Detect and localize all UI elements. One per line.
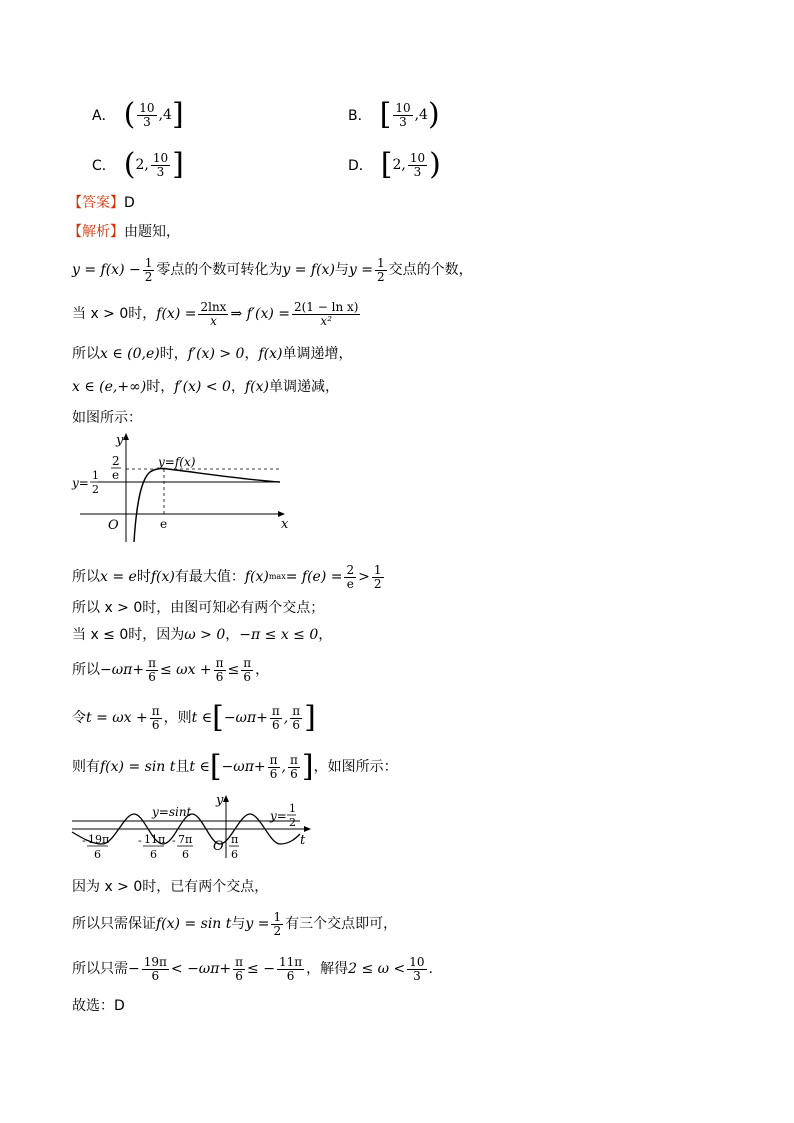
tick-neg: - [138, 834, 142, 847]
fraction [344, 564, 356, 591]
option-b-rest: ,4 [414, 107, 428, 123]
tick-den: 6 [182, 848, 189, 861]
solution-line-4 [72, 377, 339, 397]
option-c[interactable] [92, 145, 184, 185]
fraction [143, 257, 155, 284]
text: ， [318, 627, 333, 643]
paren-open: [ [379, 97, 392, 132]
option-b[interactable] [348, 95, 440, 135]
fraction [372, 564, 384, 591]
fraction [150, 705, 162, 732]
frac-num: 11π [278, 954, 303, 969]
text: ，如图所示： [313, 759, 398, 775]
frac-num: π [151, 703, 160, 718]
option-c-pre: 2, [135, 157, 149, 173]
option-a-rest: ,4 [158, 107, 172, 123]
fraction [288, 754, 300, 781]
fraction [233, 956, 245, 983]
math-expr: ≤ ωx + [159, 662, 212, 678]
frac-num: 10 [409, 954, 425, 969]
text: 所以 [72, 346, 100, 362]
bracket-close: ] [301, 749, 314, 784]
frac-num: 1 [273, 909, 282, 924]
fraction [198, 301, 228, 328]
line-label: y= [270, 809, 287, 823]
graph-f-of-x [68, 430, 298, 545]
frac-den: 2 [144, 269, 153, 284]
math-expr: ≤ [227, 662, 240, 678]
math-expr: ⇒ f′(x) = [230, 306, 290, 322]
frac-den: 6 [215, 669, 224, 684]
x-tick-e: e [160, 517, 168, 531]
math-expr: f(x) [258, 346, 283, 362]
math-expr: f(x) = [156, 306, 197, 322]
text: 所以只需保证 [72, 916, 156, 932]
math-expr: −π ≤ x ≤ 0 [239, 627, 319, 643]
math-expr: ≤ − [247, 961, 275, 977]
fraction [241, 657, 253, 684]
text: 零点的个数可转化为 [156, 262, 283, 278]
option-a-label: A． [92, 108, 116, 124]
paren-close: ] [172, 147, 184, 182]
math-expr: x = e [100, 569, 137, 585]
fraction [290, 705, 302, 732]
frac-num: 2(1 − ln x) [293, 299, 359, 314]
math-expr: < −ωπ+ [170, 961, 232, 977]
math-expr: t ∈ [191, 710, 213, 726]
origin-label: O [213, 839, 224, 854]
frac-den: 6 [292, 717, 300, 732]
math-expr: , [283, 710, 289, 726]
option-b-label: B． [348, 108, 372, 124]
fraction [142, 956, 169, 983]
math-expr: . [428, 961, 433, 977]
paren-open: [ [380, 147, 393, 182]
x-axis-label: x [281, 517, 289, 532]
y-tick-den: e [112, 468, 120, 482]
solution-line-15: 故选：D [72, 998, 125, 1014]
text: 所以 [72, 662, 100, 678]
frac-num: π [235, 954, 244, 969]
paren-close: ) [429, 147, 441, 182]
frac-num: π [292, 703, 301, 718]
y-axis-label: y [216, 793, 224, 808]
frac-den: 6 [286, 968, 295, 983]
frac-den: 6 [151, 968, 160, 983]
math-expr: x ∈ (e,+∞) [72, 379, 147, 395]
frac-den: 2 [377, 269, 385, 284]
solution-line-12: 因为 x > 0时，已有两个交点， [72, 879, 269, 895]
math-expr: f(x) [244, 379, 269, 395]
half-num: 1 [92, 469, 99, 482]
paren-open: ( [123, 147, 136, 182]
curve-label: y=f(x) [158, 455, 196, 469]
text: 所以只需 [72, 961, 128, 977]
math-expr: t ∈ [189, 759, 210, 775]
frac-den: 6 [243, 669, 252, 684]
math-expr: y = [348, 262, 374, 278]
tick-den: 6 [150, 848, 157, 861]
fraction [270, 705, 282, 732]
frac-den: 6 [235, 968, 243, 983]
option-a[interactable] [92, 95, 184, 135]
solution-line-1 [72, 255, 473, 285]
text: 时 [136, 569, 151, 585]
tick-num: 11π [144, 833, 166, 846]
tick-neg: - [172, 834, 176, 847]
bracket-open: [ [209, 749, 222, 784]
frac-num: 1 [373, 562, 382, 577]
option-c-label: C． [92, 158, 116, 174]
frac-den: 6 [148, 669, 156, 684]
frac-den: 3 [143, 114, 151, 129]
solution-line-3 [72, 344, 352, 364]
math-expr: t = ωx + [86, 710, 148, 726]
math-expr: y = [245, 916, 270, 932]
frac-den: 6 [290, 766, 298, 781]
y-tick-num: 2 [112, 454, 120, 468]
tick-den: 6 [94, 848, 101, 861]
line-num: 1 [289, 802, 296, 815]
fraction [408, 152, 427, 179]
frac-num: 2lnx [200, 299, 227, 314]
line-den: 2 [289, 816, 296, 829]
option-d-pre: 2, [392, 157, 406, 173]
math-expr: = f(e) = [285, 569, 343, 585]
text: ， [225, 627, 240, 643]
frac-den: 6 [272, 717, 280, 732]
frac-den: e [346, 576, 354, 591]
text: 则有 [72, 759, 100, 775]
fraction [271, 911, 283, 938]
half-label: y= [72, 476, 89, 490]
text: 时， [146, 379, 175, 395]
tick-neg: - [82, 834, 86, 847]
frac-den: 2 [373, 576, 382, 591]
frac-num: π [215, 655, 224, 670]
fraction [151, 152, 170, 179]
frac-den: 3 [156, 164, 165, 179]
frac-num: 10 [395, 100, 411, 115]
math-expr: y = f(x) − [72, 262, 141, 278]
math-expr: y = f(x) [282, 262, 335, 278]
paren-close: ) [427, 97, 440, 132]
text: 时， [159, 346, 188, 362]
text: 有最大值： [174, 569, 245, 585]
math-expr: f′(x) > 0 [187, 346, 245, 362]
subscript-max: max [268, 572, 286, 581]
text: 单调递减， [268, 379, 339, 395]
tick-num: 19π [88, 833, 110, 846]
text: 当 x ≤ 0时，因为 [72, 627, 185, 643]
t-axis-label: t [300, 833, 306, 848]
analysis-tag: 【解析】 [68, 224, 124, 240]
paren-open: ( [123, 97, 136, 132]
y-axis-label: y [116, 433, 124, 448]
math-expr: f(x) [150, 569, 175, 585]
text: 与 [231, 916, 246, 932]
math-expr: 2 ≤ ω < [348, 961, 406, 977]
text: ， [230, 379, 245, 395]
solution-line-7: 所以 x > 0时，由图可知必有两个交点； [72, 600, 325, 616]
frac-num: π [289, 752, 298, 767]
half-den: 2 [92, 483, 99, 496]
analysis-text: 由题知， [124, 224, 180, 240]
fraction [146, 657, 158, 684]
frac-den: x² [320, 313, 332, 328]
fraction [277, 956, 304, 983]
math-expr: , [281, 759, 286, 775]
math-expr: − [128, 961, 140, 977]
math-expr: −ωπ+ [221, 759, 266, 775]
frac-num: π [269, 752, 278, 767]
text: ，则 [163, 710, 192, 726]
solution-line-8 [72, 625, 332, 645]
fraction [214, 657, 226, 684]
text: 与 [334, 262, 349, 278]
tick-num: 7π [178, 833, 193, 846]
text: 且 [175, 759, 190, 775]
text: 单调递增， [282, 346, 353, 362]
frac-num: π [148, 655, 156, 670]
fraction [407, 956, 426, 983]
bracket-open: [ [212, 700, 224, 735]
frac-num: π [243, 655, 252, 670]
bracket-close: ] [304, 700, 316, 735]
solution-line-11 [72, 747, 398, 787]
math-expr: f′(x) < 0 [174, 379, 231, 395]
text: 有三个交点即可， [285, 916, 398, 932]
tick-den: 6 [231, 848, 238, 861]
text: 令 [72, 710, 86, 726]
solution-line-5: 如图所示： [72, 410, 142, 426]
fraction [393, 102, 412, 129]
math-expr: f(x) = sin t [156, 916, 232, 932]
math-expr: f(x) [244, 569, 269, 585]
answer-tag: 【答案】 [68, 195, 124, 211]
solution-line-9 [72, 654, 269, 686]
curve-label: y=sint [152, 805, 192, 819]
frac-den: 6 [269, 766, 278, 781]
frac-num: 1 [144, 255, 153, 270]
frac-num: 2 [346, 562, 355, 577]
frac-num: π [271, 703, 280, 718]
frac-den: 3 [399, 114, 407, 129]
math-expr: x ∈ (0,e) [100, 346, 160, 362]
solution-line-6 [72, 561, 386, 593]
math-expr: > [358, 569, 370, 585]
solution-line-2 [72, 298, 362, 330]
text: ， [255, 662, 270, 678]
solution-line-10 [72, 698, 316, 738]
frac-num: 1 [377, 255, 385, 270]
fraction [268, 754, 280, 781]
paren-close: ] [171, 97, 184, 132]
analysis-line [68, 222, 180, 242]
math-expr: −ωπ+ [100, 662, 145, 678]
frac-num: 10 [409, 150, 426, 165]
graph-sin-t [68, 792, 318, 867]
fraction [137, 102, 156, 129]
fraction [375, 257, 387, 284]
text: ， [244, 346, 259, 362]
frac-den: 3 [413, 164, 422, 179]
origin-label: O [108, 518, 119, 533]
text: 交点的个数， [388, 262, 473, 278]
text: 当 x > 0时， [72, 306, 157, 322]
frac-num: 10 [152, 150, 169, 165]
fraction [292, 301, 360, 328]
option-d[interactable] [348, 145, 441, 185]
answer-line [68, 193, 135, 213]
option-d-label: D． [348, 158, 373, 174]
frac-den: 6 [151, 717, 160, 732]
frac-den: x [210, 313, 217, 328]
math-expr: f(x) = sin t [100, 759, 176, 775]
frac-num: 10 [139, 100, 155, 115]
math-expr: ω > 0 [184, 627, 226, 643]
text: 所以 [72, 569, 100, 585]
frac-den: 3 [413, 968, 421, 983]
solution-line-14 [72, 953, 433, 985]
tick-num: π [231, 833, 239, 846]
math-expr: −ωπ+ [223, 710, 268, 726]
frac-den: 2 [273, 923, 282, 938]
answer-value: D [124, 195, 135, 211]
frac-num: 19π [143, 954, 167, 969]
text: ，解得 [306, 961, 349, 977]
solution-line-13 [72, 908, 397, 940]
